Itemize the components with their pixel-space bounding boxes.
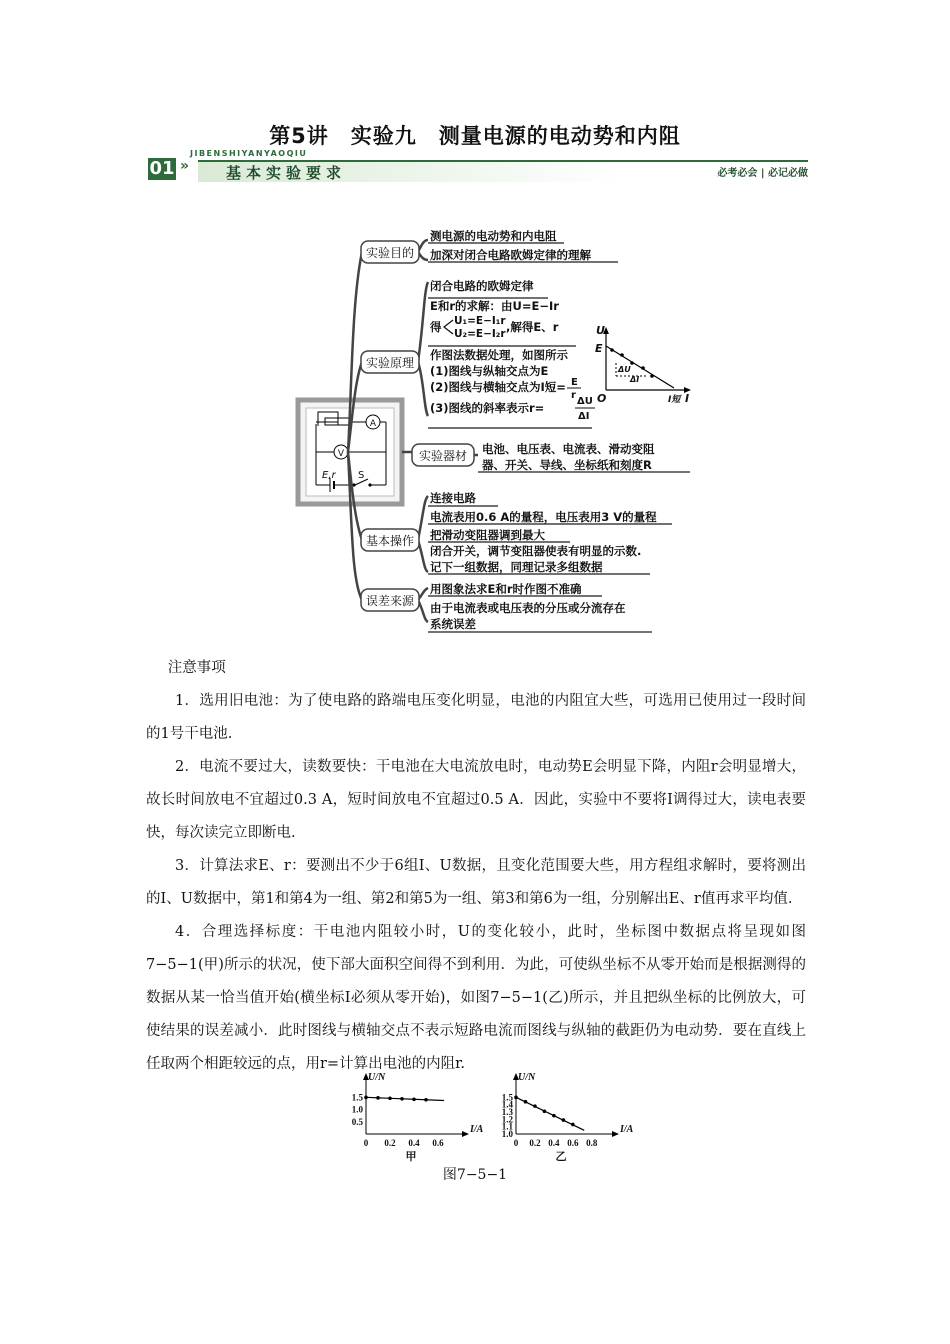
mini-graph-o: O — [597, 392, 607, 405]
fraction-1-den: r — [571, 390, 576, 401]
section-pinyin: JIBENSHIYANYAOQIU — [190, 149, 308, 158]
branch-label-purpose: 实验目的 — [365, 246, 415, 260]
chart-1-y-tick: 1.5 — [351, 1092, 363, 1103]
principle-item-1: 闭合电路的欧姆定律 — [430, 279, 534, 293]
branch-label-equipment: 实验器材 — [418, 449, 468, 463]
chart-1-x-tick: 0.2 — [384, 1138, 396, 1148]
fraction-1-num: E — [571, 377, 578, 388]
branch-label-error: 误差来源 — [365, 594, 415, 608]
operation-item-2: 电流表用0.6 A的量程，电压表用3 V的量程 — [430, 510, 657, 524]
chart-1-data-point — [400, 1097, 404, 1101]
operation-item-5: 记下一组数据，同理记录多组数据 — [430, 560, 603, 574]
principle-item-5: (1)图线与纵轴交点为E — [430, 364, 549, 378]
chart-2-data-point — [562, 1118, 566, 1122]
principle-item-2: E和r的求解：由U=E−Ir — [430, 299, 559, 313]
chart-1-data-point — [412, 1097, 416, 1101]
chart-2-y-tick: 1.0 — [501, 1129, 513, 1139]
battery-label: E,r — [322, 470, 336, 481]
operation-item-4: 闭合开关，调节变阻器使表有明显的示数. — [430, 544, 642, 558]
chart-1-y-label: U/N — [368, 1072, 386, 1083]
equipment-item-2: 器、开关、导线、坐标纸和刻度R — [482, 458, 652, 472]
chevron-right-icon: » — [180, 158, 190, 174]
error-item-1: 用图象法求E和r时作图不准确 — [430, 582, 582, 596]
mini-graph-u: U — [596, 324, 605, 337]
branch-label-principle: 实验原理 — [365, 356, 415, 370]
notes-heading: 注意事项 — [167, 660, 226, 676]
chart-2-x-label: I/A — [620, 1124, 634, 1135]
chart-2-data-point — [524, 1100, 528, 1104]
notes-section — [146, 652, 806, 1081]
principle-eq-2: U₂=E−I₂r — [454, 328, 506, 340]
chart-1-title: 甲 — [405, 1151, 417, 1163]
chart-2-data-point — [533, 1104, 537, 1108]
mini-graph-ishort: I短 — [668, 395, 681, 405]
chart-2-x-tick: 0.6 — [567, 1138, 579, 1148]
chart-1-x-tick: 0.6 — [432, 1138, 444, 1148]
fraction-2-num: ΔU — [577, 396, 593, 407]
chart-1-x-axis-arrow — [462, 1131, 469, 1137]
mini-graph-i: I — [685, 392, 690, 405]
note-paragraph-3: 3．计算法求E、r：要测出不少于6组I、U数据，且变化范围要大些，用方程组求解时，要将测出的I、U数据中，第1和第4为一组、第2和第5为一组、第3和第6为一组，分别解出E、r值再求平均值. — [146, 858, 806, 907]
chart-2-x-tick: 0 — [513, 1138, 519, 1148]
chart-2-x-axis-arrow — [612, 1131, 619, 1137]
operation-item-3: 把滑动变阻器调到最大 — [430, 528, 545, 542]
page-title: 第5讲 实验九 测量电源的电动势和内阻 — [269, 124, 681, 148]
error-item-2: 由于电流表或电压表的分压或分流存在 — [430, 601, 626, 615]
chart-2-y-tick: 1.1 — [501, 1121, 513, 1132]
chart-2-title: 乙 — [555, 1151, 567, 1163]
mini-graph-di: ΔI — [630, 375, 640, 384]
figure-caption: 图7−5−1 — [442, 1167, 508, 1183]
ui-mini-graph — [595, 324, 691, 405]
voltmeter-label: V — [337, 449, 345, 459]
chart-2-y-tick: 1.5 — [501, 1092, 513, 1103]
principle-eq-1: U₁=E−I₁r — [454, 315, 506, 327]
chart-2-x-tick: 0.4 — [548, 1138, 560, 1148]
chart-1-data-point — [388, 1097, 392, 1101]
principle-item-7: (3)图线的斜率表示r= — [430, 401, 545, 415]
chart-1-data-point — [376, 1096, 380, 1100]
chart-2-y-label: U/N — [518, 1072, 536, 1083]
error-item-3: 系统误差 — [430, 617, 476, 631]
ui-graphs-figure — [0, 1070, 950, 1170]
chart-2-data-point — [514, 1096, 518, 1100]
chart-1-y-tick: 0.5 — [351, 1116, 363, 1127]
chart-2-x-tick: 0.8 — [586, 1138, 598, 1148]
ammeter-label: A — [369, 419, 377, 429]
chart-2-data-point — [543, 1109, 547, 1113]
equipment-item-1: 电池、电压表、电流表、滑动变阻 — [482, 442, 655, 456]
mini-graph-e: E — [595, 342, 603, 355]
mini-graph-du: ΔU — [618, 365, 631, 374]
chart-2-data-point — [571, 1123, 575, 1127]
chart-1-y-tick: 1.0 — [351, 1104, 363, 1115]
chart-1-x-tick: 0.4 — [408, 1138, 420, 1148]
chart-2-y-tick: 1.4 — [501, 1099, 513, 1110]
purpose-item-1: 测电源的电动势和内电阻 — [430, 229, 557, 243]
note-paragraph-4: 4．合理选择标度：干电池内阻较小时，U的变化较小，此时，坐标图中数据点将呈现如图7−5−1(甲)所示的状况，使下部大面积空间得不到利用．为此，可使纵坐标不从零开始而是根据测得的数据从某一恰当值开始(横坐标I必须从零开始)，如图7−5−1(乙)所示，并且把纵坐标的比例放大，可使结果的误差减小．此时图线与横轴交点不表示短路电流而图线与纵轴的截距仍为电动势．要在直线上任取两个相距较远的点，用r=计算出电池的内阻r. — [146, 924, 806, 1072]
section-tag: 必考必会 | 必记必做 — [717, 168, 808, 179]
section-number: 01 — [149, 158, 175, 179]
principle-item-solve: ,解得E、r — [506, 320, 559, 334]
chart-1-x-tick: 0 — [363, 1138, 369, 1148]
chart-1-data-point — [364, 1096, 368, 1100]
switch-label: S — [358, 470, 365, 481]
branch-items — [429, 229, 657, 631]
chart-1-data-point — [424, 1098, 428, 1102]
principle-item-4: 作图法数据处理，如图所示 — [430, 348, 568, 362]
chart-2-y-tick: 1.2 — [501, 1114, 513, 1125]
fraction-2-den: ΔI — [578, 411, 590, 422]
chart-1-x-label: I/A — [470, 1124, 484, 1135]
principle-item-3: 得 — [430, 320, 442, 334]
chart-2-y-tick: 1.3 — [501, 1107, 513, 1117]
section-title: 基本实验要求 — [226, 164, 347, 182]
purpose-item-2: 加深对闭合电路欧姆定律的理解 — [430, 248, 591, 262]
branch-label-operation: 基本操作 — [365, 534, 415, 548]
principle-item-6: (2)图线与横轴交点为I短= — [430, 380, 566, 394]
chart-2-data-point — [552, 1114, 556, 1118]
mind-map-diagram — [0, 0, 950, 660]
operation-item-1: 连接电路 — [430, 491, 476, 505]
chart-2-x-tick: 0.2 — [529, 1138, 541, 1148]
note-paragraph-1: 1．选用旧电池：为了使电路的路端电压变化明显，电池的内阻宜大些，可选用已使用过一段时间的1号干电池. — [146, 693, 806, 742]
note-paragraph-2: 2．电流不要过大，读数要快：干电池在大电流放电时，电动势E会明显下降，内阻r会明显增大，故长时间放电不宜超过0.3 A，短时间放电不宜超过0.5 A．因此，实验中不要将I调得过大，读电表要快，每次读完立即断电. — [146, 759, 806, 841]
